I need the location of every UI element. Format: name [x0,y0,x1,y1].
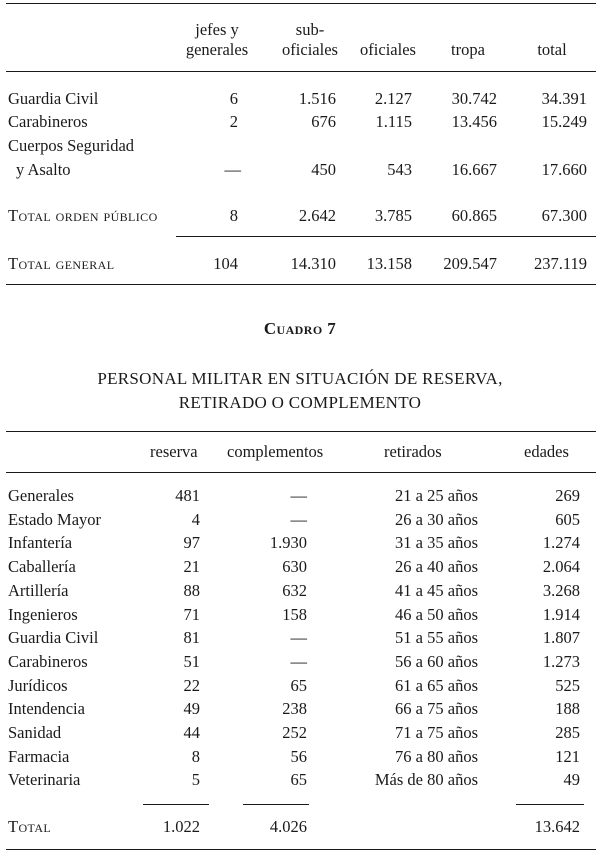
cell-oficiales: 1.115 [375,112,412,131]
cell-suboficiales: 676 [311,112,336,131]
row-label-continued: y Asalto [16,160,71,179]
cell-tropa: 60.865 [451,206,497,225]
cell-oficiales: 543 [387,160,412,179]
header-retirados: retirados [384,442,442,461]
header-reserva: reserva [150,442,198,461]
cell-retirados: 26 a 30 años [395,510,478,529]
cell-edades: 605 [555,510,580,529]
cell-edades: 13.642 [534,817,580,836]
cell-jefes: 2 [229,112,238,131]
row-label: Total general [8,254,115,273]
cell-edades: 2.064 [542,557,580,576]
cell-complementos: 632 [282,581,307,600]
cell-reserva: 97 [183,533,200,552]
cell-reserva: 4 [191,510,200,529]
cell-reserva: 71 [183,605,200,624]
cell-retirados: 66 a 75 años [395,699,478,718]
row-label: Cuerpos Seguridad [8,136,135,155]
header-oficiales: oficiales [360,40,416,59]
row-label: Infantería [8,533,73,552]
cell-reserva: 81 [183,628,200,647]
cell-edades: 1.274 [542,533,580,552]
cell-retirados: Más de 80 años [374,770,478,789]
cell-suboficiales: 1.516 [298,89,336,108]
cell-total: 237.119 [533,254,587,273]
cell-retirados: 26 a 40 años [395,557,478,576]
cell-reserva: 49 [183,699,200,718]
cell-reserva: 1.022 [162,817,200,836]
row-label: Artillería [8,581,69,600]
cell-complementos: 65 [290,770,307,789]
table1-header-rule [6,71,596,72]
cell-tropa: 209.547 [443,254,497,273]
cell-tropa: 16.667 [451,160,497,179]
cell-edades: 188 [555,699,580,718]
cell-retirados: 61 a 65 años [395,676,478,695]
cell-complementos: — [290,628,307,647]
cell-edades: 269 [555,486,580,505]
total-rule-edades [516,804,584,805]
cell-edades: 1.807 [542,628,580,647]
cell-jefes: — [224,160,241,179]
cell-reserva: 88 [183,581,200,600]
cell-retirados: 51 a 55 años [395,628,478,647]
row-label: Carabineros [8,652,88,671]
cell-retirados: 21 a 25 años [395,486,478,505]
cell-suboficiales: 2.642 [298,206,336,225]
cell-edades: 525 [555,676,580,695]
row-label: Farmacia [8,747,70,766]
cell-edades: 121 [555,747,580,766]
cell-retirados: 76 a 80 años [395,747,478,766]
cell-edades: 3.268 [542,581,580,600]
cell-suboficiales: 450 [311,160,336,179]
row-label: Guardia Civil [8,89,99,108]
cell-oficiales: 2.127 [374,89,412,108]
row-label: Total orden público [8,206,158,225]
header-jefes: jefes y generales [185,20,249,59]
cuadro-title-line2: RETIRADO O COMPLEMENTO [178,393,422,412]
cell-suboficiales: 14.310 [290,254,336,273]
cell-complementos: 1.930 [269,533,307,552]
total-rule-complementos [243,804,309,805]
cell-complementos: 630 [282,557,307,576]
cell-reserva: 51 [183,652,200,671]
header-complementos: complementos [227,442,324,461]
cell-reserva: 5 [191,770,200,789]
cell-reserva: 21 [183,557,200,576]
cell-oficiales: 13.158 [366,254,412,273]
cuadro-title-line1: PERSONAL MILITAR EN SITUACIÓN DE RESERVA, [97,369,503,388]
cell-jefes: 104 [213,254,238,273]
row-label: Carabineros [8,112,88,131]
total-rule-reserva [143,804,209,805]
cell-edades: 285 [555,723,580,742]
row-label: Veterinaria [8,770,81,789]
table2-top-rule [6,431,596,432]
row-label: Intendencia [8,699,85,718]
cell-total: 17.660 [541,160,587,179]
header-total: total [537,40,567,59]
cell-reserva: 481 [175,486,200,505]
cell-tropa: 30.742 [451,89,497,108]
row-label: Estado Mayor [8,510,102,529]
cell-retirados: 31 a 35 años [395,533,478,552]
header-edades: edades [524,442,569,461]
cell-retirados: 56 a 60 años [395,652,478,671]
cell-reserva: 22 [183,676,200,695]
row-label: Total [8,817,52,836]
table1-top-rule [6,3,596,4]
table1-bottom-rule [6,284,596,285]
cell-oficiales: 3.785 [374,206,412,225]
cell-total: 67.300 [541,206,587,225]
cell-jefes: 8 [229,206,238,225]
row-label: Guardia Civil [8,628,99,647]
cell-retirados: 41 a 45 años [395,581,478,600]
cell-retirados: 71 a 75 años [395,723,478,742]
cell-complementos: 65 [290,676,307,695]
cell-reserva: 8 [191,747,200,766]
row-label: Jurídicos [8,676,68,695]
row-label: Ingenieros [8,605,78,624]
cell-complementos: 56 [290,747,307,766]
row-label: Caballería [8,557,76,576]
table2-bottom-rule [6,849,596,850]
cell-jefes: 6 [229,89,238,108]
row-label: Sanidad [8,723,62,742]
cell-edades: 49 [563,770,580,789]
cell-complementos: — [290,652,307,671]
cell-complementos: — [290,510,307,529]
row-label: Generales [8,486,74,505]
cell-reserva: 44 [183,723,200,742]
cell-edades: 1.914 [542,605,580,624]
cell-retirados: 46 a 50 años [395,605,478,624]
cell-total: 15.249 [541,112,587,131]
cell-complementos: 238 [282,699,307,718]
cell-complementos: 158 [282,605,307,624]
cell-tropa: 13.456 [451,112,497,131]
table1-subtotal-rule [176,236,596,237]
header-suboficiales: sub- oficiales [282,20,338,59]
cell-edades: 1.273 [542,652,580,671]
cell-complementos: 4.026 [269,817,307,836]
cell-total: 34.391 [541,89,587,108]
cell-complementos: — [290,486,307,505]
cell-complementos: 252 [282,723,307,742]
cuadro-label: Cuadro 7 [263,319,337,338]
table2-header-rule [6,472,596,473]
header-tropa: tropa [451,40,485,59]
